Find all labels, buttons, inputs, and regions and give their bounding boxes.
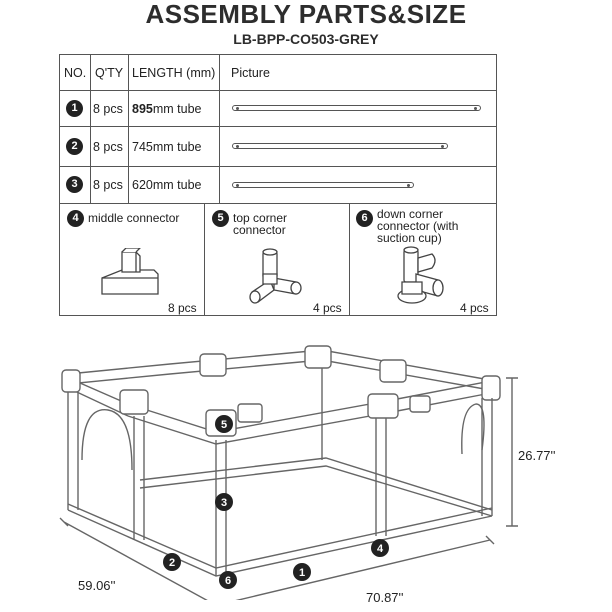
connector-label-line: connector (with xyxy=(377,219,459,233)
connector-label xyxy=(233,212,287,236)
width-dimension: 70.87'' xyxy=(366,590,404,605)
connector-number-badge: 5 xyxy=(212,210,229,227)
table-column-line xyxy=(204,203,205,316)
tube-length-suffix: mm tube xyxy=(152,102,202,116)
connector-label-line: connector xyxy=(233,223,286,237)
model-number: LB-BPP-CO503-GREY xyxy=(233,31,379,47)
height-dimension: 26.77'' xyxy=(518,448,556,463)
tube-length-value: 895 xyxy=(132,102,153,116)
tube-qty: 8 pcs xyxy=(93,102,123,116)
connector-label xyxy=(377,208,458,244)
connector-label-line: suction cup) xyxy=(377,231,442,245)
marker-label: 4 xyxy=(376,543,384,555)
row-number-badge: 2 xyxy=(66,138,83,155)
marker-label: 2 xyxy=(168,557,176,569)
table-column-line xyxy=(90,54,91,203)
marker-label: 6 xyxy=(224,575,232,587)
header-qty: Q'TY xyxy=(95,66,124,80)
tube-length-value: 620 xyxy=(132,178,153,192)
connector-number-badge: 6 xyxy=(356,210,373,227)
middle-connector-illustration xyxy=(100,248,160,300)
connector-qty: 4 pcs xyxy=(460,301,489,315)
table-divider xyxy=(59,203,497,204)
depth-dimension: 59.06'' xyxy=(78,578,116,593)
table-column-line xyxy=(349,203,350,316)
marker-label: 5 xyxy=(220,419,228,431)
top-corner-connector-illustration xyxy=(246,244,306,308)
tube-745-picture xyxy=(232,143,448,149)
tube-895-picture xyxy=(232,105,481,111)
tube-length-suffix: mm tube xyxy=(152,178,202,192)
page-title: ASSEMBLY PARTS&SIZE xyxy=(145,0,467,29)
tube-length-suffix: mm tube xyxy=(152,140,202,154)
tube-qty: 8 pcs xyxy=(93,140,123,154)
tube-length xyxy=(132,140,202,154)
tube-qty: 8 pcs xyxy=(93,178,123,192)
down-corner-connector-illustration xyxy=(392,244,452,308)
connector-qty: 8 pcs xyxy=(168,301,197,315)
tube-length-value: 745 xyxy=(132,140,153,154)
connector-qty: 4 pcs xyxy=(313,301,342,315)
table-divider xyxy=(59,90,497,91)
table-divider xyxy=(59,126,497,127)
tube-length xyxy=(132,102,202,116)
tube-620-picture xyxy=(232,182,414,188)
table-column-line xyxy=(128,54,129,203)
connector-number-badge: 4 xyxy=(67,210,84,227)
connector-label-line: top corner xyxy=(233,211,288,225)
row-number-badge: 1 xyxy=(66,100,83,117)
row-number-badge: 3 xyxy=(66,176,83,193)
header-length: LENGTH (mm) xyxy=(132,66,216,80)
connector-label: middle connector xyxy=(88,211,180,225)
marker-label: 3 xyxy=(220,497,228,509)
header-picture: Picture xyxy=(231,66,270,80)
tube-length xyxy=(132,178,202,192)
marker-label: 1 xyxy=(298,567,306,579)
header-no: NO. xyxy=(64,66,87,80)
table-column-line xyxy=(219,54,220,203)
table-divider xyxy=(59,166,497,167)
playpen-diagram xyxy=(50,340,520,600)
connector-label-line: down corner xyxy=(377,207,444,221)
